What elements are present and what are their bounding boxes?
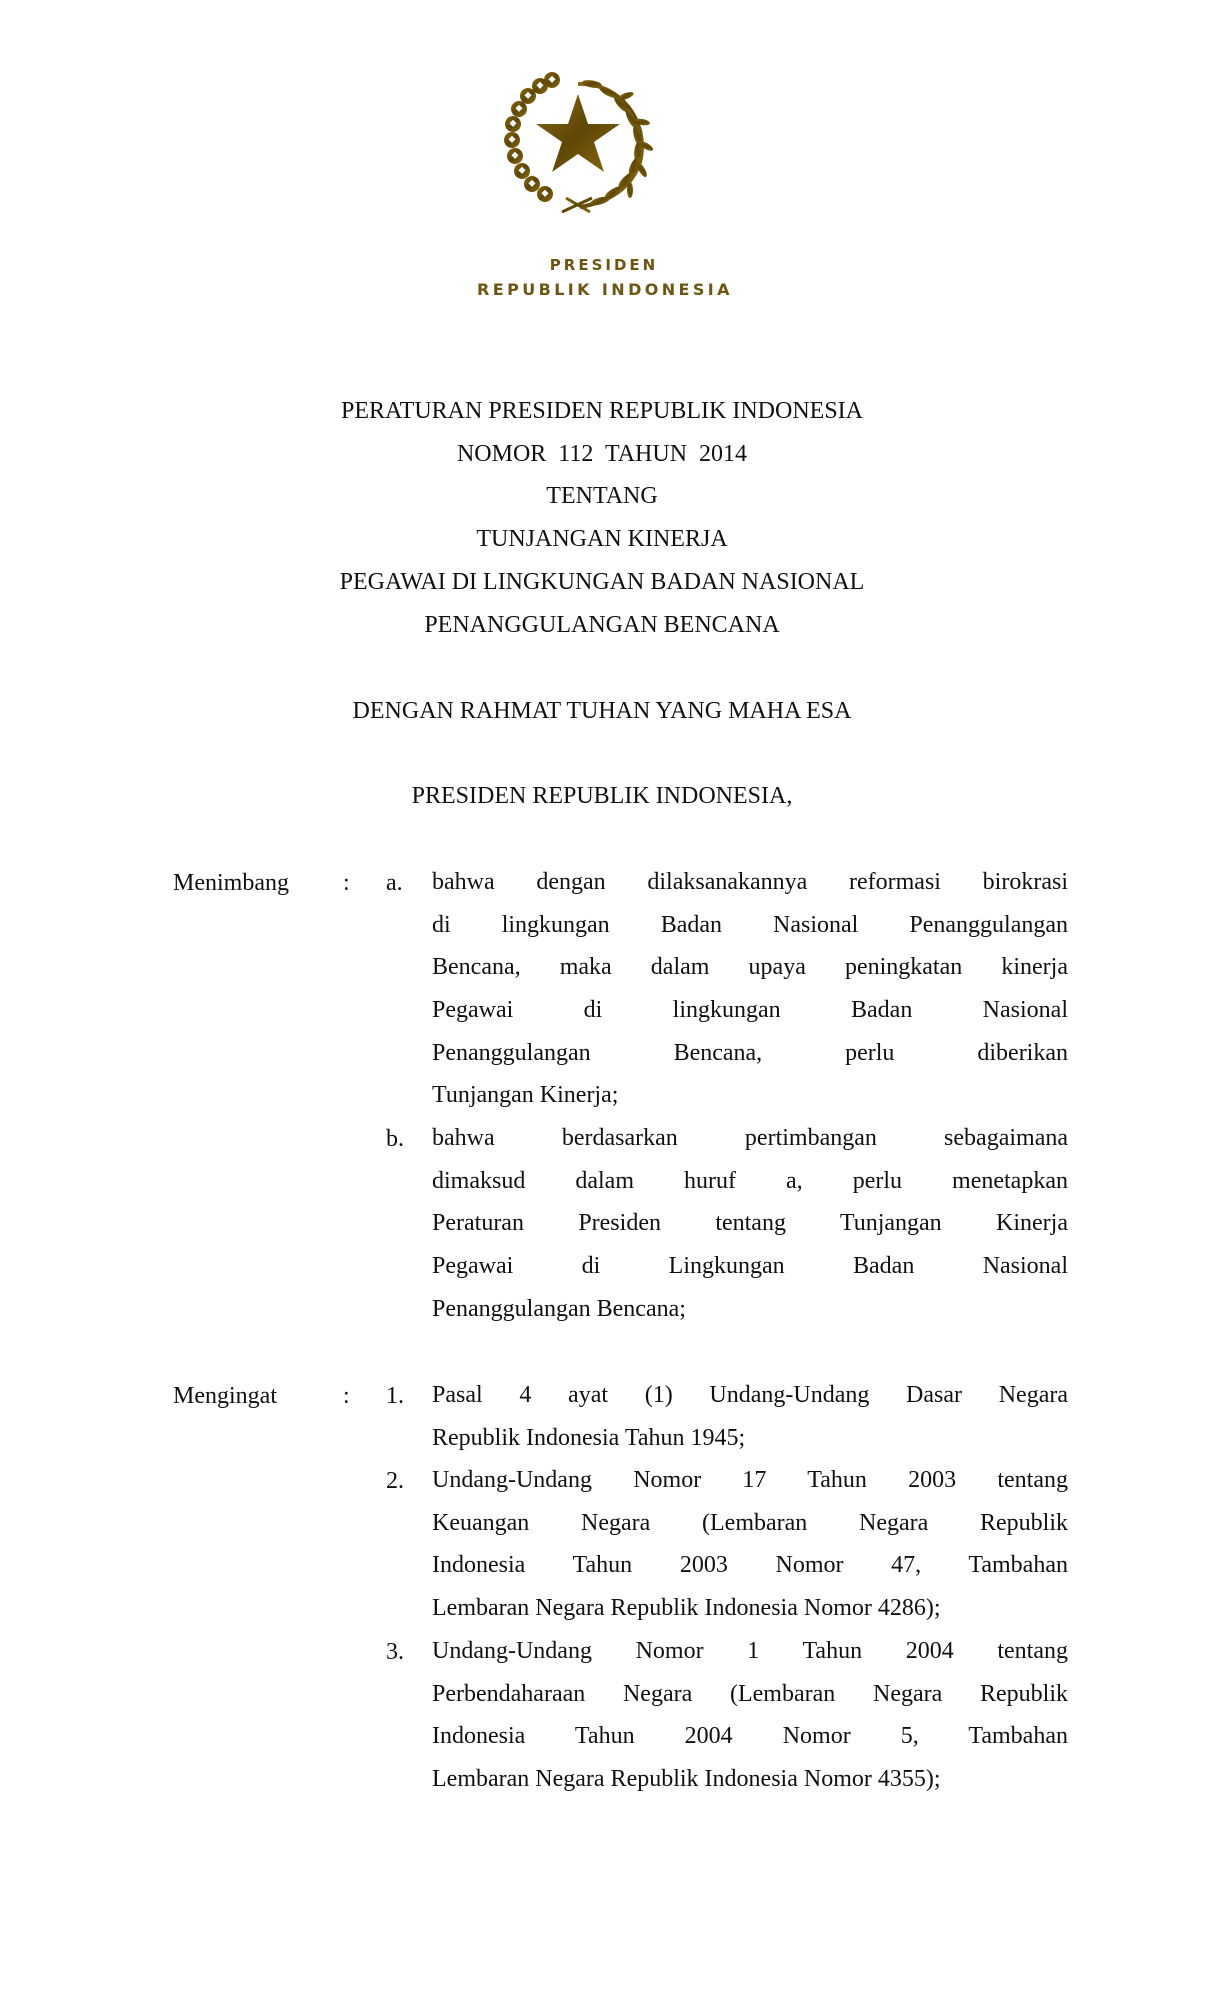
title-line-number: NOMOR 112 TAHUN 2014 xyxy=(456,441,748,467)
text-line: Peraturan Presiden tentang Tunjangan Kinerja xyxy=(432,1210,1068,1237)
text-line: Undang-Undang Nomor 17 Tahun 2003 tentang xyxy=(432,1467,1068,1493)
text-line: dimaksud dalam huruf a, perlu menetapkan xyxy=(432,1167,1068,1194)
text-line: bahwa dengan dilaksanakannya reformasi birokrasi xyxy=(432,869,1068,895)
menimbang-item-b xyxy=(432,1117,1068,1330)
text-line: Pegawai di Lingkungan Badan Nasional xyxy=(432,1253,1068,1280)
mengingat-label: Mengingat xyxy=(173,1383,277,1409)
text-line: Republik Indonesia Tahun 1945; xyxy=(432,1424,746,1451)
title-line-subject-2: PEGAWAI DI LINGKUNGAN BADAN NASIONAL xyxy=(339,569,865,595)
text-line: Indonesia Tahun 2003 Nomor 47, Tambahan xyxy=(432,1552,1068,1579)
title-line-subject-1: TUNJANGAN KINERJA xyxy=(476,526,728,552)
text-line: di lingkungan Badan Nasional Penanggulangan xyxy=(432,911,1068,938)
menimbang-item-a-marker: a. xyxy=(386,870,403,896)
text-line: Bencana, maka dalam upaya peningkatan kinerja xyxy=(432,954,1068,981)
mengingat-colon: : xyxy=(343,1383,350,1409)
presidential-seal-icon xyxy=(500,62,660,222)
menimbang-label: Menimbang xyxy=(173,870,289,896)
mengingat-item-1 xyxy=(432,1374,1068,1459)
text-line: bahwa berdasarkan pertimbangan sebagaimana xyxy=(432,1125,1068,1151)
title-line-subject-3: PENANGGULANGAN BENCANA xyxy=(424,612,780,638)
mengingat-item-2-marker: 2. xyxy=(386,1468,404,1494)
menimbang-colon: : xyxy=(343,870,350,896)
letterhead-presiden: PRESIDEN xyxy=(549,256,659,274)
menimbang-item-b-marker: b. xyxy=(386,1126,404,1152)
text-line: Tunjangan Kinerja; xyxy=(432,1082,619,1109)
mengingat-item-2 xyxy=(432,1459,1068,1630)
menimbang-item-a xyxy=(432,861,1068,1117)
title-line-tentang: TENTANG xyxy=(546,483,658,509)
letterhead-republik-indonesia: REPUBLIK INDONESIA xyxy=(477,280,733,299)
text-line: Penanggulangan Bencana, perlu diberikan xyxy=(432,1039,1068,1066)
mengingat-item-3-marker: 3. xyxy=(386,1639,404,1665)
text-line: Lembaran Negara Republik Indonesia Nomor 4355); xyxy=(432,1766,941,1793)
issuer: PRESIDEN REPUBLIK INDONESIA, xyxy=(411,783,793,809)
text-line: Keuangan Negara (Lembaran Negara Republik xyxy=(432,1509,1068,1536)
text-line: Penanggulangan Bencana; xyxy=(432,1295,686,1322)
text-line: Undang-Undang Nomor 1 Tahun 2004 tentang xyxy=(432,1638,1068,1664)
text-line: Perbendaharaan Negara (Lembaran Negara Republik xyxy=(432,1680,1068,1707)
text-line: Pegawai di lingkungan Badan Nasional xyxy=(432,997,1068,1024)
title-line-1: PERATURAN PRESIDEN REPUBLIK INDONESIA xyxy=(340,398,864,424)
text-line: Indonesia Tahun 2004 Nomor 5, Tambahan xyxy=(432,1723,1068,1750)
invocation: DENGAN RAHMAT TUHAN YANG MAHA ESA xyxy=(352,698,852,724)
text-line: Lembaran Negara Republik Indonesia Nomor 4286); xyxy=(432,1595,941,1622)
mengingat-item-3 xyxy=(432,1630,1068,1801)
text-line: Pasal 4 ayat (1) Undang-Undang Dasar Negara xyxy=(432,1382,1068,1408)
mengingat-item-1-marker: 1. xyxy=(386,1383,404,1409)
